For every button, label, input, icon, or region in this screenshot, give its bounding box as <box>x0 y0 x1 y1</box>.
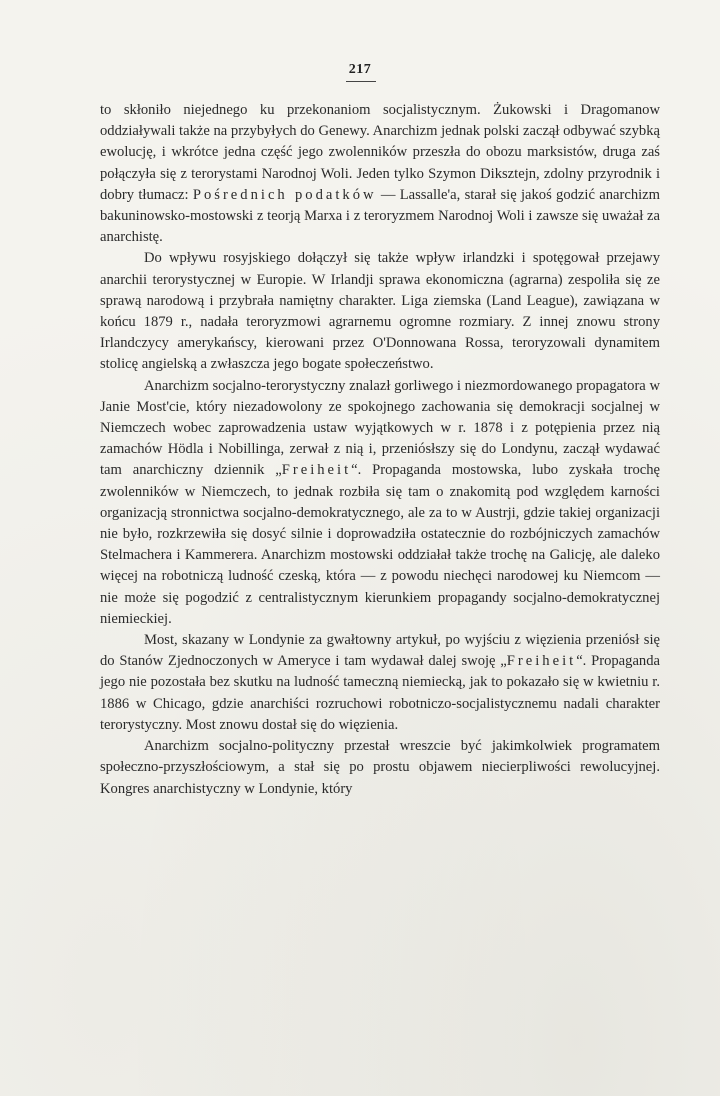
paragraph <box>100 376 660 630</box>
page-number: 217 <box>348 62 372 77</box>
paragraph-text: Do wpływu rosyjskiego dołączył się także wpływ irlandzki i spotęgował przejawy anarchii terorystycznej w Europie. W Irlandji sprawa ekonomiczna (agrarna) zespoliła się ze sprawą narodową i przybrała namiętny charakter. Liga ziemska (Land League), zawiązana w końcu 1879 r., nadała teroryzmowi agrarnemu ogromne rozmiary. Z innej znowu strony Irlandczycy amerykańscy, kierowani przez O'Donnowana Rossa, teroryzowali dynamitem stolicę angielską a zwłaszcza jego bogate społeczeństwo. <box>100 250 660 373</box>
paragraph-text: Anarchizm socjalno-terorystyczny znalazł gorliwego i niezmordowanego propagatora w Janie Most'cie, który niezadowolony ze spokojnego zachowania się demokracji socjalnej w Niemczech wobec zaprowadzenia ustaw wyjątkowych w r. 1878 i z potępienia przez nią zamachów Hödla i Nobillinga, zerwał z nią i, przeniósłszy się do Londynu, zaczął wydawać tam anarchiczny dziennik „ <box>100 377 660 479</box>
paragraph-text: “. Propaganda mostowska, lubo zyskała trochę zwolenników w Niemczech, to jednak rozbiła się tam o znakomitą pod względem karności organizacją stronnictwa socjalno-demokratycznego, ale za to w Austrji, gdzie takiej organizacji nie było, rozkrzewiła się dosyć silnie i doprowadziła ostatecznie do rozbójniczych zamachów Stelmachera i Kammerera. Anarchizm mostowski oddziałał także trochę na Galicję, ale daleko więcej na robotniczą ludność czeską, która — z powodu niechęci narodowej ku Niemcom — nie może się pogodzić z centralistycznym kierunkiem propagandy socjalno-demokratycznej niemieckiej. <box>100 462 661 627</box>
paragraph <box>100 248 660 375</box>
paragraph-text: Most, skazany w Londynie za gwałtowny artykuł, po wyjściu z więzienia przeniósł się do Stanów Zjednoczonych w Ameryce i tam wydawał dalej swoję „ <box>100 632 660 670</box>
spaced-title-text: Freiheit <box>506 653 577 670</box>
paragraph <box>100 100 660 248</box>
paragraph-text: “. Propaganda jego nie pozostała bez skutku na ludność tameczną niemiecką, jak to pokazało się w kwietniu r. 1886 w Chicago, gdzie anarchiści rozruchowi robotniczo-socjalistycznemu nadali charakter terorystyczny. Most znowu dostał się do więzienia. <box>100 653 660 733</box>
paragraph-text: — Lassalle'a, starał się jakoś godzić anarchizm bakuninowsko-mostowski z teorją Marxa i z teroryzmem Narodnoj Woli i zawsze się uważał za anarchistę. <box>100 186 660 246</box>
body-text <box>100 100 660 800</box>
page-number-underline <box>346 81 376 82</box>
paragraph <box>100 630 660 736</box>
spaced-title-text: Freiheit <box>281 462 352 479</box>
spaced-title-text: Pośrednich podatków <box>192 186 377 203</box>
paragraph-text: Anarchizm socjalno-polityczny przestał wreszcie być jakimkolwiek programatem społeczno-przyszłościowym, a stał się po prostu objawem niecierpliwości rewolucyjnej. Kongres anarchistyczny w Londynie, który <box>100 738 660 797</box>
paragraph-text: to skłoniło niejednego ku przekonaniom socjalistycznym. Żukowski i Dragomanow oddziaływali także na przybyłych do Genewy. Anarchizm jednak polski zaczął odbywać szybką ewolucję, i wkrótce jedna część jego zwolenników przeszła do obozu marksistów, druga zaś połączyła się z terorystami Narodnoj Woli. Jeden tylko Szymon Diksztejn, zdolny przyrodnik i dobry tłumacz: <box>100 102 660 203</box>
paragraph <box>100 736 660 800</box>
